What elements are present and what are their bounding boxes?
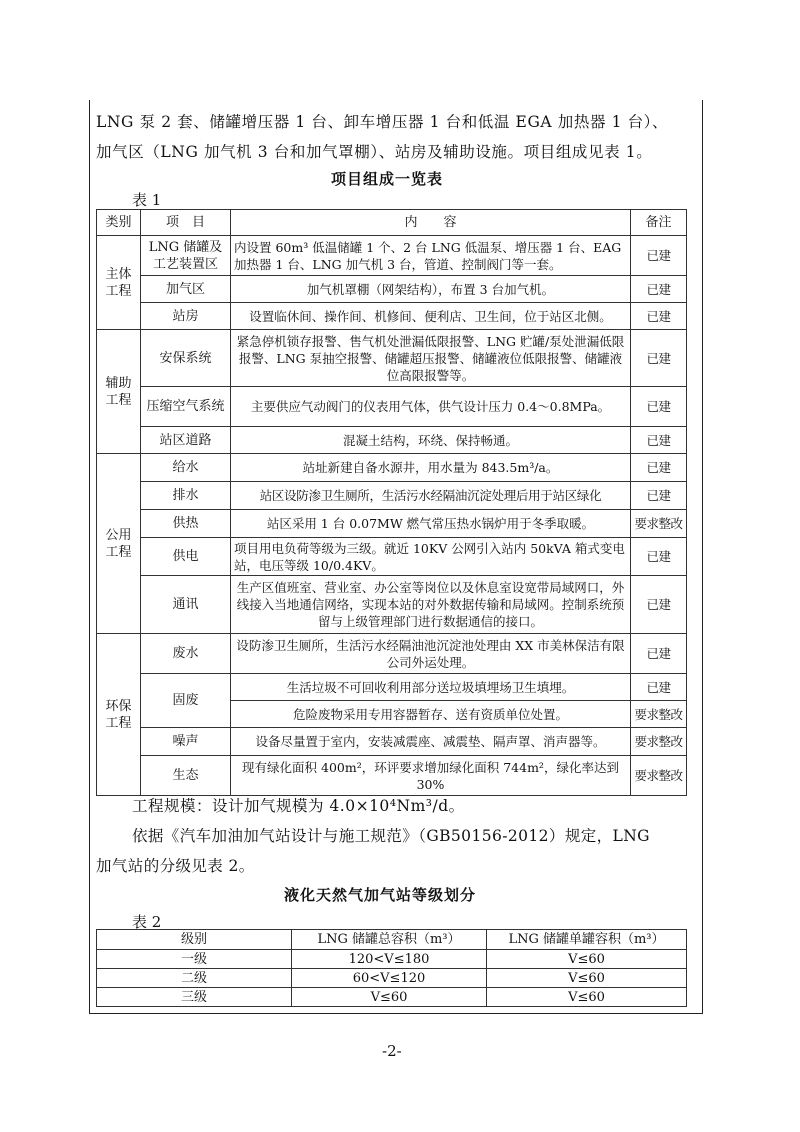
row-item: 站区道路 [141, 427, 231, 454]
row-content: 主要供应气动阀门的仪表用气体，供气设计压力 0.4～0.8MPa。 [231, 387, 631, 427]
row-item: 排水 [141, 482, 231, 510]
row-item: 噪声 [141, 728, 231, 756]
table1-label: 表 1 [132, 191, 162, 209]
row-content: 紧急停机锁存报警、售气机处泄漏低限报警、LNG 贮罐/泵处泄漏低限报警、LNG 泵抽空报警、储罐超压报警、储罐液位低限报警、储罐液位高限报警等。 [231, 330, 631, 387]
row-content: 内设置 60m³ 低温储罐 1 个、2 台 LNG 低温泵、增压器 1 台、EAG 加热器 1 台、LNG 加气机 3 台，管道、控制阀门等一套。 [231, 236, 631, 276]
group-public: 公用 工程 [97, 454, 141, 634]
row-note: 已建 [631, 576, 687, 634]
single-volume-cell: V≤60 [487, 950, 687, 969]
row-note: 要求整改 [631, 510, 687, 538]
row-content: 危险废物采用专用容器暂存、送有资质单位处置。 [231, 701, 631, 728]
page-number: -2- [382, 1042, 402, 1060]
intro-line-1: LNG 泵 2 套、储罐增压器 1 台、卸车增压器 1 台和低温 EGA 加热器 1 台）、 [96, 113, 669, 131]
row-content: 站区设防渗卫生厕所，生活污水经隔油沉淀处理后用于站区绿化 [231, 482, 631, 510]
header-item: 项 目 [141, 210, 231, 236]
row-content: 生活垃圾不可回收利用部分送垃圾填埋场卫生填埋。 [231, 674, 631, 701]
row-note: 已建 [631, 330, 687, 387]
row-item: 固废 [141, 674, 231, 728]
total-volume-cell: V≤60 [292, 988, 487, 1007]
row-note: 已建 [631, 482, 687, 510]
header-single-volume: LNG 储罐单罐容积（m³） [487, 930, 687, 950]
row-content: 混凝土结构，环绕、保持畅通。 [231, 427, 631, 454]
row-note: 要求整改 [631, 701, 687, 728]
row-content: 设置临休间、操作间、机修间、便利店、卫生间，位于站区北侧。 [231, 303, 631, 330]
project-scale: 工程规模：设计加气规模为 4.0×10⁴Nm³/d。 [132, 797, 465, 815]
header-note: 备注 [631, 210, 687, 236]
row-item: 供电 [141, 538, 231, 576]
grade-cell: 一级 [97, 950, 292, 969]
row-note: 要求整改 [631, 728, 687, 756]
basis-line-2: 加气站的分级见表 2。 [96, 857, 255, 875]
row-item: 加气区 [141, 276, 231, 303]
table1-title: 项目组成一览表 [331, 170, 444, 188]
header-content: 内 容 [231, 210, 631, 236]
grade-cell: 二级 [97, 969, 292, 988]
row-note: 已建 [631, 303, 687, 330]
row-item: 压缩空气系统 [141, 387, 231, 427]
row-content: 项目用电负荷等级为三级。就近 10KV 公网引入站内 50kVA 箱式变电站，电压等级 10/0.4KV。 [231, 538, 631, 576]
row-item: 供热 [141, 510, 231, 538]
table2-label: 表 2 [132, 913, 162, 931]
row-content: 生产区值班室、营业室、办公室等岗位以及休息室设宽带局域网口，外线接入当地通信网络，实现本站的对外数据传输和局域网。控制系统预留与上级管理部门进行数据通信的接口。 [231, 576, 631, 634]
table2-title: 液化天然气加气站等级划分 [284, 886, 477, 904]
header-total-volume: LNG 储罐总容积（m³） [292, 930, 487, 950]
row-item: 给水 [141, 454, 231, 482]
row-note: 要求整改 [631, 756, 687, 796]
group-env: 环保 工程 [97, 634, 141, 796]
grade-cell: 三级 [97, 988, 292, 1007]
row-item: 废水 [141, 634, 231, 674]
row-content: 站址新建自备水源井，用水量为 843.5m³/a。 [231, 454, 631, 482]
station-grade-table [96, 929, 687, 1007]
row-item: LNG 储罐及工艺装置区 [141, 236, 231, 276]
row-content: 站区采用 1 台 0.07MW 燃气常压热水锅炉用于冬季取暖。 [231, 510, 631, 538]
row-note: 已建 [631, 427, 687, 454]
total-volume-cell: 120<V≤180 [292, 950, 487, 969]
row-content: 现有绿化面积 400m²，环评要求增加绿化面积 744m²，绿化率达到 30% [231, 756, 631, 796]
row-item: 通讯 [141, 576, 231, 634]
row-note: 已建 [631, 674, 687, 701]
header-category: 类别 [97, 210, 141, 236]
row-note: 已建 [631, 236, 687, 276]
row-content: 设防渗卫生厕所，生活污水经隔油池沉淀池处理由 XX 市美林保洁有限公司外运处理。 [231, 634, 631, 674]
single-volume-cell: V≤60 [487, 969, 687, 988]
group-main: 主体 工程 [97, 236, 141, 330]
row-content: 加气机罩棚（网架结构），布置 3 台加气机。 [231, 276, 631, 303]
project-composition-table [96, 209, 687, 796]
row-item: 安保系统 [141, 330, 231, 387]
row-content: 设备尽量置于室内，安装减震座、减震垫、隔声罩、消声器等。 [231, 728, 631, 756]
row-note: 已建 [631, 387, 687, 427]
total-volume-cell: 60<V≤120 [292, 969, 487, 988]
row-note: 已建 [631, 276, 687, 303]
intro-line-2: 加气区（LNG 加气机 3 台和加气罩棚）、站房及辅助设施。项目组成见表 1。 [96, 143, 653, 161]
row-item: 站房 [141, 303, 231, 330]
single-volume-cell: V≤60 [487, 988, 687, 1007]
row-note: 已建 [631, 538, 687, 576]
group-aux: 辅助 工程 [97, 330, 141, 454]
header-grade: 级别 [97, 930, 292, 950]
basis-line-1: 依据《汽车加油加气站设计与施工规范》（GB50156-2012）规定，LNG [132, 827, 650, 845]
row-item: 生态 [141, 756, 231, 796]
row-note: 已建 [631, 634, 687, 674]
row-note: 已建 [631, 454, 687, 482]
